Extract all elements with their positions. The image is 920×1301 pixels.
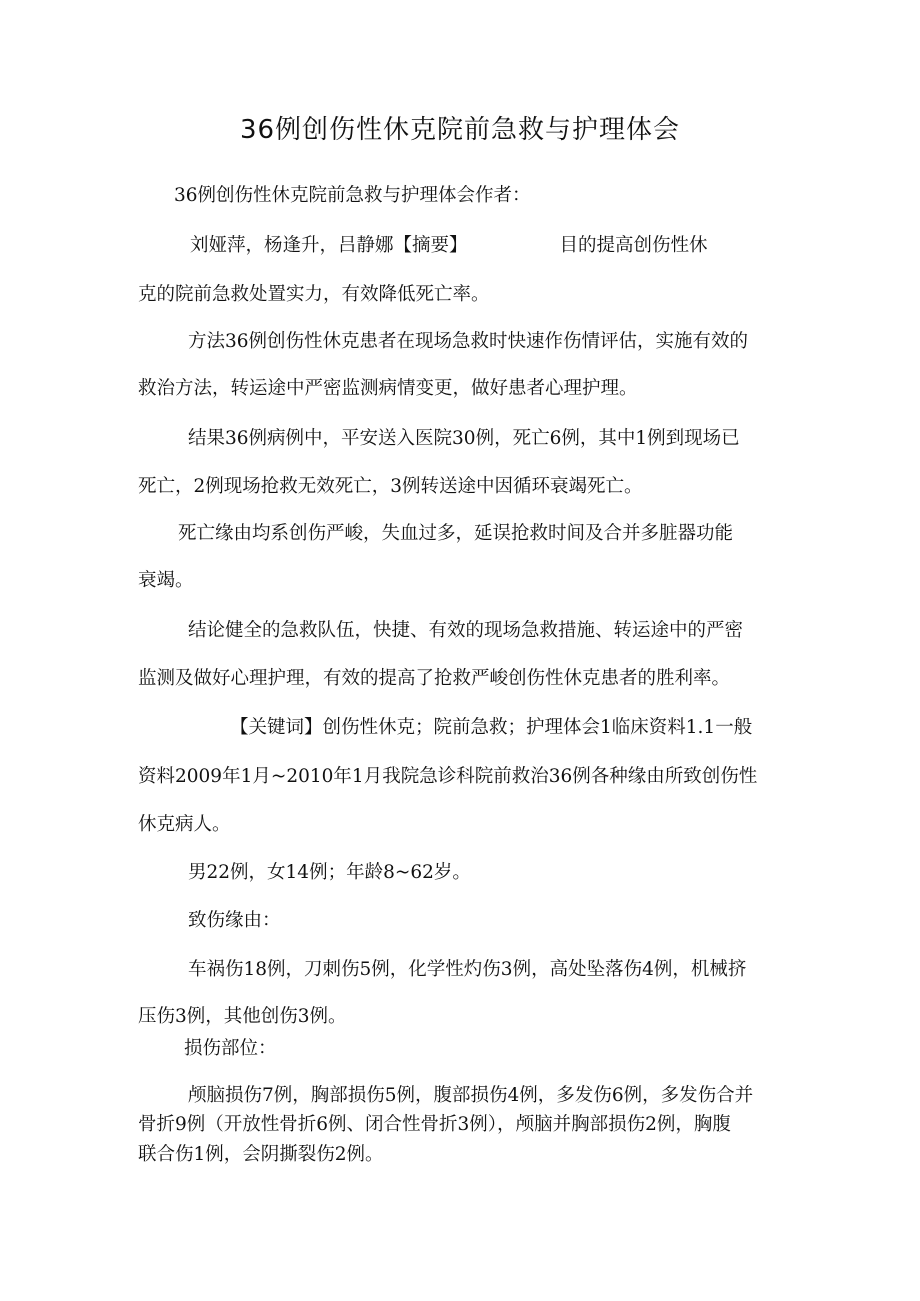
keywords-line: 资料2009年1月~2010年1月我院急诊科院前救治36例各种缘由所致创伤性 (138, 766, 758, 787)
keywords-line: 休克病人。 (138, 814, 231, 835)
injury-cause-heading: 致伤缘由： (188, 910, 281, 931)
injury-site-line: 骨折9例（开放性骨折6例、闭合性骨折3例），颅脑并胸部损伤2例，胸腹 (138, 1114, 731, 1135)
byline-line: 36例创伤性休克院前急救与护理体会作者： (174, 185, 531, 206)
keywords-line: 【关键词】创伤性休克；院前急救；护理体会1临床资料1.1一般 (230, 717, 753, 738)
abstract-line (190, 233, 708, 259)
death-cause-line: 衰竭。 (138, 570, 194, 591)
result-line: 死亡，2例现场抢救无效死亡，3例转送途中因循环衰竭死亡。 (138, 476, 643, 497)
conclusion-line: 结论健全的急救队伍，快捷、有效的现场急救措施、转运途中的严密 (188, 620, 744, 641)
injury-site-line: 颅脑损伤7例，胸部损伤5例，腹部损伤4例，多发伤6例，多发伤合并 (188, 1085, 754, 1106)
injury-site-line: 联合伤1例，会阴撕裂伤2例。 (138, 1144, 384, 1165)
purpose-text: 目的提高创伤性休 (559, 235, 708, 256)
result-line: 结果36例病例中，平安送入医院30例，死亡6例，其中1例到现场已 (188, 428, 740, 449)
injury-site-heading: 损伤部位： (184, 1038, 277, 1059)
method-line: 方法36例创伤性休克患者在现场急救时快速作伤情评估，实施有效的 (188, 331, 749, 352)
injury-cause-line: 压伤3例，其他创伤3例。 (138, 1006, 347, 1027)
document-title: 36例创伤性休克院前急救与护理体会 (239, 115, 681, 145)
method-line: 救治方法，转运途中严密监测病情变更，做好患者心理护理。 (138, 378, 638, 399)
death-cause-line: 死亡缘由均系创伤严峻，失血过多，延误抢救时间及合并多脏器功能 (178, 523, 734, 544)
gender-age-line: 男22例，女14例；年龄8~62岁。 (188, 862, 471, 883)
conclusion-line: 监测及做好心理护理，有效的提高了抢救严峻创伤性休克患者的胜利率。 (138, 668, 731, 689)
injury-cause-line: 车祸伤18例，刀刺伤5例，化学性灼伤3例，高处坠落伤4例，机械挤 (188, 959, 747, 980)
authors-text: 刘娅萍，杨逢升，吕静娜【摘要】 (190, 235, 468, 256)
abstract-line: 克的院前急救处置实力，有效降低死亡率。 (138, 284, 490, 305)
